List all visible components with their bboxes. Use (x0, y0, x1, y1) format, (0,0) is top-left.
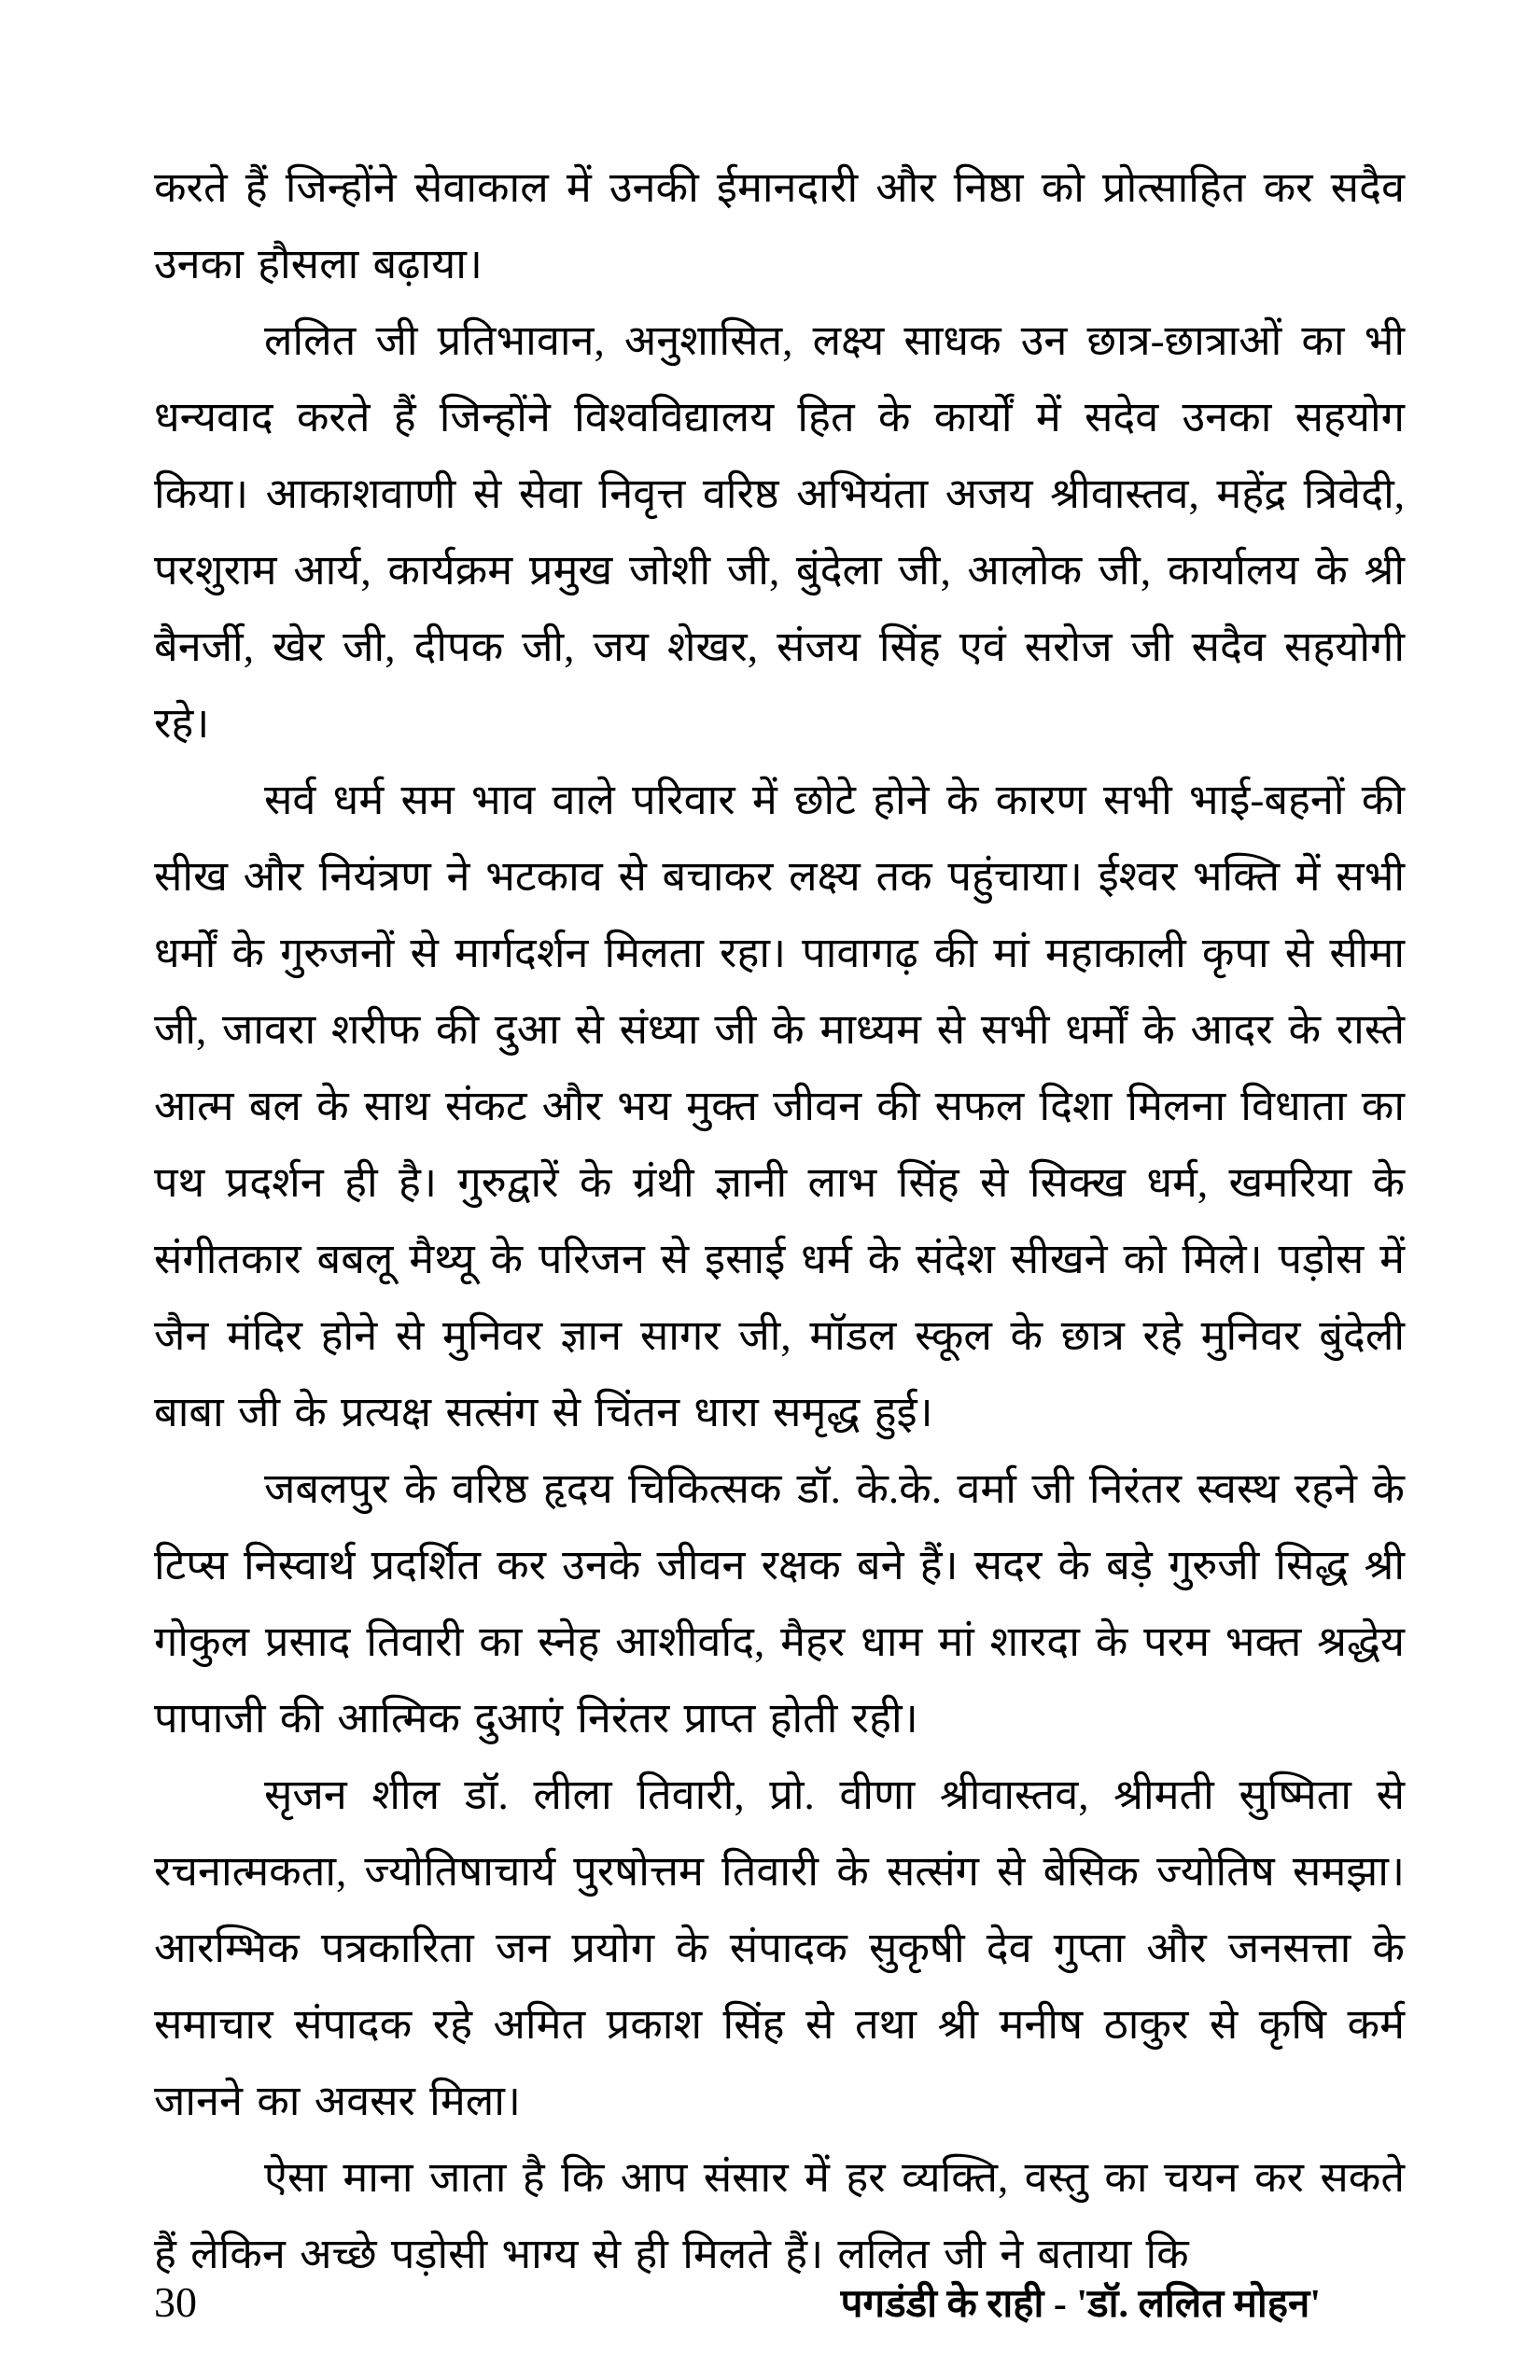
page-number: 30 (154, 2278, 197, 2326)
running-title: पगडंडी के राही - 'डॉ. ललित मोहन' (840, 2283, 1321, 2326)
paragraph-5: सृजन शील डॉ. लीला तिवारी, प्रो. वीणा श्रीवास्तव, श्रीमती सुष्मिता से रचनात्मकता, ज्योतिषाचार्य पुरषोत्तम तिवारी के सत्संग से बेसिक ज्योतिष समझा। आरम्भिक पत्रकारिता जन प्रयोग के संपादक सुकृषी देव गुप्ता और जनसत्ता के समाचार संपादक रहे अमित प्रकाश सिंह से तथा श्री मनीष ठाकुर से कृषि कर्म जानने का अवसर मिला। (154, 1771, 1405, 2124)
paragraph-3: सर्व धर्म सम भाव वाले परिवार में छोटे होने के कारण सभी भाई-बहनों की सीख और नियंत्रण ने भटकाव से बचाकर लक्ष्य तक पहुंचाया। ईश्वर भक्ति में सभी धर्मों के गुरुजनों से मार्गदर्शन मिलता रहा। पावागढ़ की मां महाकाली कृपा से सीमा जी, जावरा शरीफ की दुआ से संध्या जी के माध्यम से सभी धर्मों के आदर के रास्ते आत्म बल के साथ संकट और भय मुक्त जीवन की सफल दिशा मिलना विधाता का पथ प्रदर्शन ही है। गुरुद्वारें के ग्रंथी ज्ञानी लाभ सिंह से सिक्ख धर्म, खमरिया के संगीतकार बबलू मैथ्यू के परिजन से इसाई धर्म के संदेश सीखने को मिले। पड़ोस में जैन मंदिर होने से मुनिवर ज्ञान सागर जी, मॉडल स्कूल के छात्र रहे मुनिवर बुंदेली बाबा जी के प्रत्यक्ष सत्संग से चिंतन धारा समृद्ध हुई। (154, 777, 1405, 1435)
page-footer (154, 2275, 1405, 2329)
paragraph-1: करते हैं जिन्होंने सेवाकाल में उनकी ईमानदारी और निष्ठा को प्रोत्साहित कर सदैव उनका हौसला बढ़ाया। (154, 164, 1405, 287)
paragraph-2: ललित जी प्रतिभावान, अनुशासित, लक्ष्य साधक उन छात्र-छात्राओं का भी धन्यवाद करते हैं जिन्होंने विश्वविद्यालय हित के कार्यों में सदेव उनका सहयोग किया। आकाशवाणी से सेवा निवृत्त वरिष्ठ अभियंता अजय श्रीवास्तव, महेंद्र त्रिवेदी, परशुराम आर्य, कार्यक्रम प्रमुख जोशी जी, बुंदेला जी, आलोक जी, कार्यालय के श्री बैनर्जी, खेर जी, दीपक जी, जय शेखर, संजय सिंह एवं सरोज जी सदैव सहयोगी रहे। (154, 317, 1405, 747)
body-text (154, 149, 1405, 2292)
paragraph-4: जबलपुर के वरिष्ठ हृदय चिकित्सक डॉ. के.के. वर्मा जी निरंतर स्वस्थ रहने के टिप्स निस्वार्थ प्रदर्शित कर उनके जीवन रक्षक बने हैं। सदर के बड़े गुरुजी सिद्ध श्री गोकुल प्रसाद तिवारी का स्नेह आशीर्वाद, मैहर धाम मां शारदा के परम भक्त श्रद्धेय पापाजी की आत्मिक दुआएं निरंतर प्राप्त होती रही। (154, 1465, 1405, 1742)
paragraph-6: ऐसा माना जाता है कि आप संसार में हर व्यक्ति, वस्तु का चयन कर सकते हैं लेकिन अच्छे पड़ोसी भाग्य से ही मिलते हैं। ललित जी ने बताया कि (154, 2154, 1405, 2277)
